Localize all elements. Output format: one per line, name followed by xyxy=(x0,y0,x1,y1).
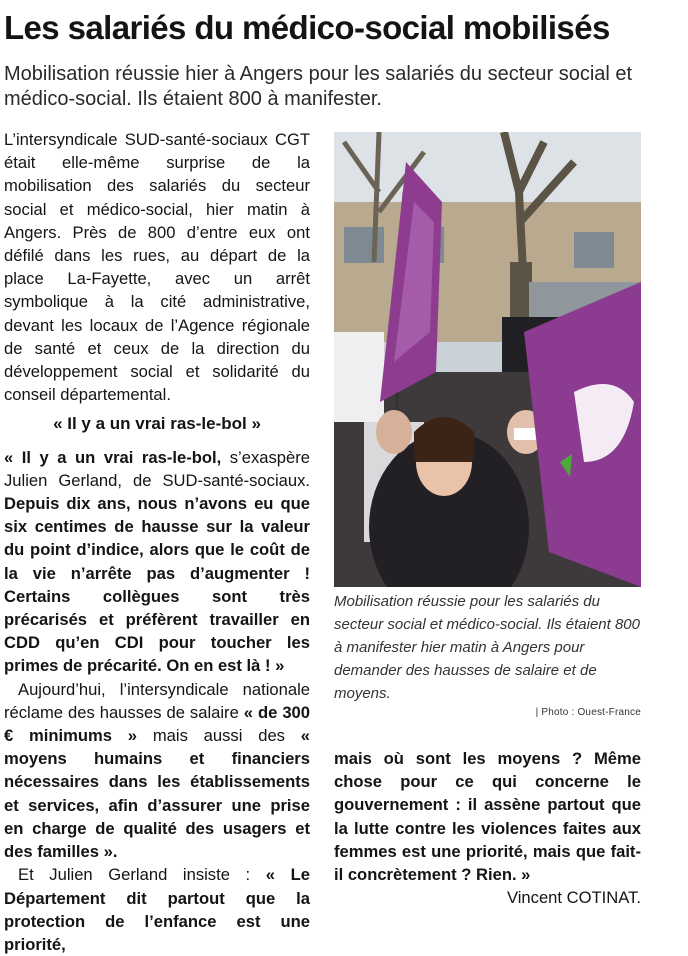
photo-illustration xyxy=(334,132,641,587)
demands-intro: Aujourd’hui, l’intersyndicale nationale réclame des hausses de salaire xyxy=(4,679,310,722)
photo-demonstration xyxy=(334,132,641,587)
quote-opening: « Il y a un vrai ras-le-bol, xyxy=(4,447,222,467)
subheading: « Il y a un vrai ras-le-bol » xyxy=(53,414,261,434)
paragraph-quote xyxy=(4,446,310,678)
demands-connector: mais aussi des xyxy=(137,726,301,746)
demands-means: « moyens humains et financiers nécessaires dans les établissements et services, afin d’assurer une prise en charge de qualité des usagers et des familles ». xyxy=(4,726,310,862)
standfirst: Mobilisation réussie hier à Angers pour les salariés du secteur social et médico-social. Ils étaient 800 à manifester. xyxy=(4,63,633,110)
paragraph-intro: L’intersyndicale SUD-santé-sociaux CGT était elle-même surprise de la mobilisation des salariés du secteur social et médico-social, hier matin à Angers. Près de 800 d’entre eux ont défilé dans les rues, au départ de la place La-Fayette, avec un arrêt symbolique à la cité administrative, devant les locaux de l’Agence régionale de santé et ceux de la direction du développement social et solidarité du conseil départemental. xyxy=(4,130,310,405)
insists-quote-part2: mais où sont les moyens ? Même chose pour ce qui concerne le gouvernement : il assène partout que la lutte contre les violences faites aux femmes est une priorité, mais que fait-il concrètement ? Rien. » xyxy=(334,749,641,885)
paragraph-insists-continued xyxy=(334,747,641,886)
insists-quote-part1: « Le Département dit partout que la protection de l’enfance est une priorité, xyxy=(4,865,310,954)
demands-amount: « de 300 € minimums » xyxy=(4,702,311,746)
article-column-right xyxy=(334,747,641,909)
photo-credit: | Photo : Ouest-France xyxy=(535,707,641,718)
photo-caption: Mobilisation réussie pour les salariés du secteur social et médico-social. Ils étaient 800 à manifester hier matin à Angers pour demander des hausses de salaire et de moyens. xyxy=(334,593,640,702)
headline: Les salariés du médico-social mobilisés xyxy=(4,9,610,46)
article-column-left xyxy=(4,128,310,956)
paragraph-insists xyxy=(4,863,310,956)
paragraph-demands xyxy=(4,678,310,864)
byline: Vincent COTINAT. xyxy=(506,888,641,908)
insists-intro: Et Julien Gerland insiste : xyxy=(18,865,266,885)
quote-body: Depuis dix ans, nous n’avons eu que six centimes de hausse sur la valeur du point d’indice, alors que le coût de la vie n’arrête pas d’augmenter ! Certains collègues sont très précarisés et préfèrent travailler en CDD qu’en CDI pour toucher les primes de précarité. On en est là ! » xyxy=(4,494,310,676)
quote-attribution: s’exaspère Julien Gerland, de SUD-santé-sociaux. xyxy=(4,447,310,490)
